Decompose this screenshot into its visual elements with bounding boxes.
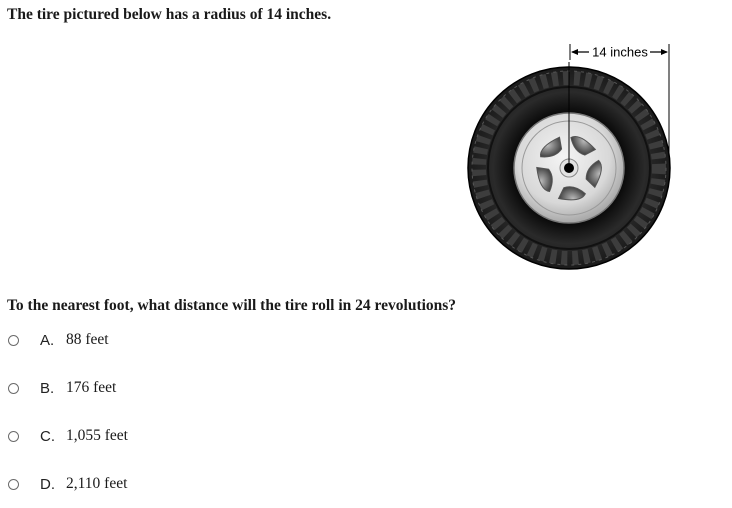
radio-button[interactable] <box>8 479 19 490</box>
problem-stem: The tire pictured below has a radius of 14 inches. <box>7 6 332 23</box>
option-text: 2,110 feet <box>66 475 128 492</box>
answer-option-b[interactable] <box>7 376 117 400</box>
option-text: 176 feet <box>66 379 117 396</box>
radio-button[interactable] <box>8 383 19 394</box>
option-text: 88 feet <box>66 331 109 348</box>
answer-option-c[interactable] <box>7 424 128 448</box>
radio-button[interactable] <box>8 431 19 442</box>
question-text: To the nearest foot, what distance will the tire roll in 24 revolutions? <box>7 297 457 314</box>
option-letter: A. <box>40 331 55 349</box>
answer-option-a[interactable] <box>7 328 109 352</box>
option-text: 1,055 feet <box>66 427 128 444</box>
option-letter: D. <box>40 475 55 493</box>
radio-button[interactable] <box>8 335 19 346</box>
tire-illustration <box>460 40 680 275</box>
option-letter: C. <box>40 427 55 445</box>
answer-option-d[interactable] <box>7 472 128 496</box>
option-letter: B. <box>40 379 55 397</box>
tire-figure <box>460 40 680 275</box>
dimension-label: 14 inches <box>592 44 648 60</box>
